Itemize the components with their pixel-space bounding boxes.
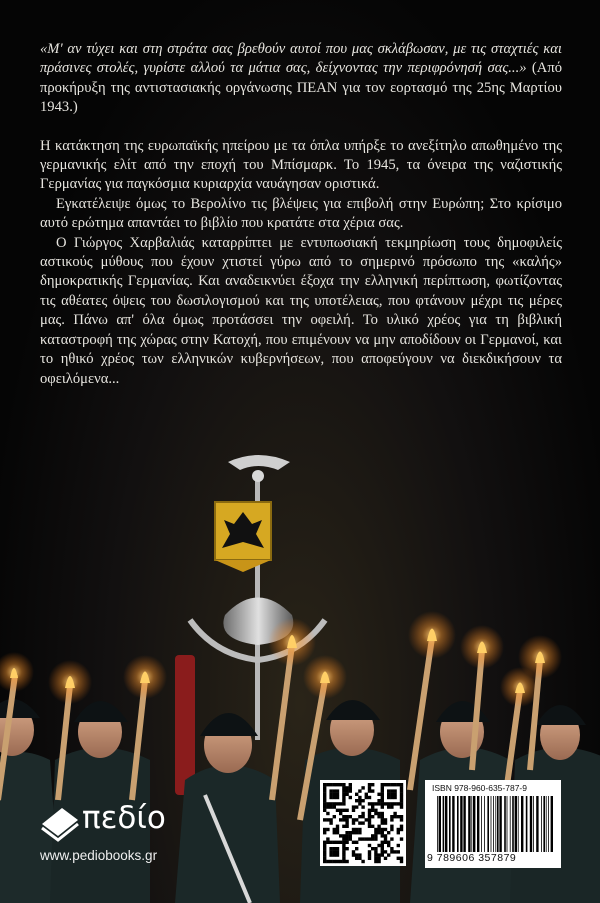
publisher-website: www.pediobooks.gr bbox=[40, 848, 158, 863]
isbn-digits: 9 789606 357879 bbox=[427, 852, 517, 864]
paragraph-3: Ο Γιώργος Χαρβαλιάς καταρρίπτει με εντυπωσιακή τεκμηρίωση τους δημοφιλείς αστικούς μύθους που έχουν χτιστεί γύρω από το σημερινό πρόσωπο της «καλής» δημοκρατικής Γερμανίας. Και αναδεικνύει έξοχα την ελληνική περίπτωση, φωτίζοντας τις αθέατες όψεις του δωσιλογισμού και της υποτέλειας, που φτάνουν μέχρι τις μέρες μας. Πάνω απ' όλα όμως προτάσσει την οφειλή. Το υλικό χρέος για τη βιβλική καταστροφή της χώρας στην Κατοχή, που επιμένουν να μην αποδίδουν οι Γερμανοί, και το ηθικό χρέος των ελληνικών κυβερνήσεων, που αποφεύγουν να διεκδικήσουν τα οφειλόμενα... bbox=[40, 234, 562, 387]
paragraph-1: Η κατάκτηση της ευρωπαϊκής ηπείρου με τα όπλα υπήρξε το ανεξίτηλο απωθημένο της γερμανικής ελίτ από την εποχή του Μπίσμαρκ. Το 1945, τα όνειρα της ναζιστικής Γερμανίας για παγκόσμια κυριαρχία ναυάγησαν οριστικά. bbox=[40, 137, 562, 193]
quote-source: (Από προκήρυξη της αντιστασιακής οργάνωσης ΠΕΑΝ για τον εορτασμό της 25ης Μαρτίου 1943.) bbox=[40, 60, 562, 116]
paragraph-2: Εγκατέλειψε όμως το Βερολίνο τις βλέψεις για επιβολή στην Ευρώπη; Στο κρίσιμο αυτό ερώτημα απαντάει το βιβλίο που κρατάτε στα χέρια σας. bbox=[40, 195, 562, 232]
quote-italic: «Μ' αν τύχει και στη στράτα σας βρεθούν αυτοί που μας σκλάβωσαν, με τις σταχτιές και πράσινες στολές, γυρίστε αλλού τα μάτια σας, δείχνοντας την περιφρόνησή σας...» bbox=[40, 41, 562, 77]
publisher-logo bbox=[40, 802, 190, 852]
opening-quote bbox=[40, 40, 562, 118]
barcode-bars bbox=[435, 796, 553, 852]
open-book-icon bbox=[40, 802, 80, 842]
isbn-label: ISBN 978-960-635-787-9 bbox=[432, 783, 527, 793]
publisher-name: πεδίο bbox=[82, 800, 166, 836]
blurb-text bbox=[40, 40, 562, 389]
qr-code bbox=[320, 780, 406, 866]
isbn-barcode bbox=[425, 780, 561, 868]
